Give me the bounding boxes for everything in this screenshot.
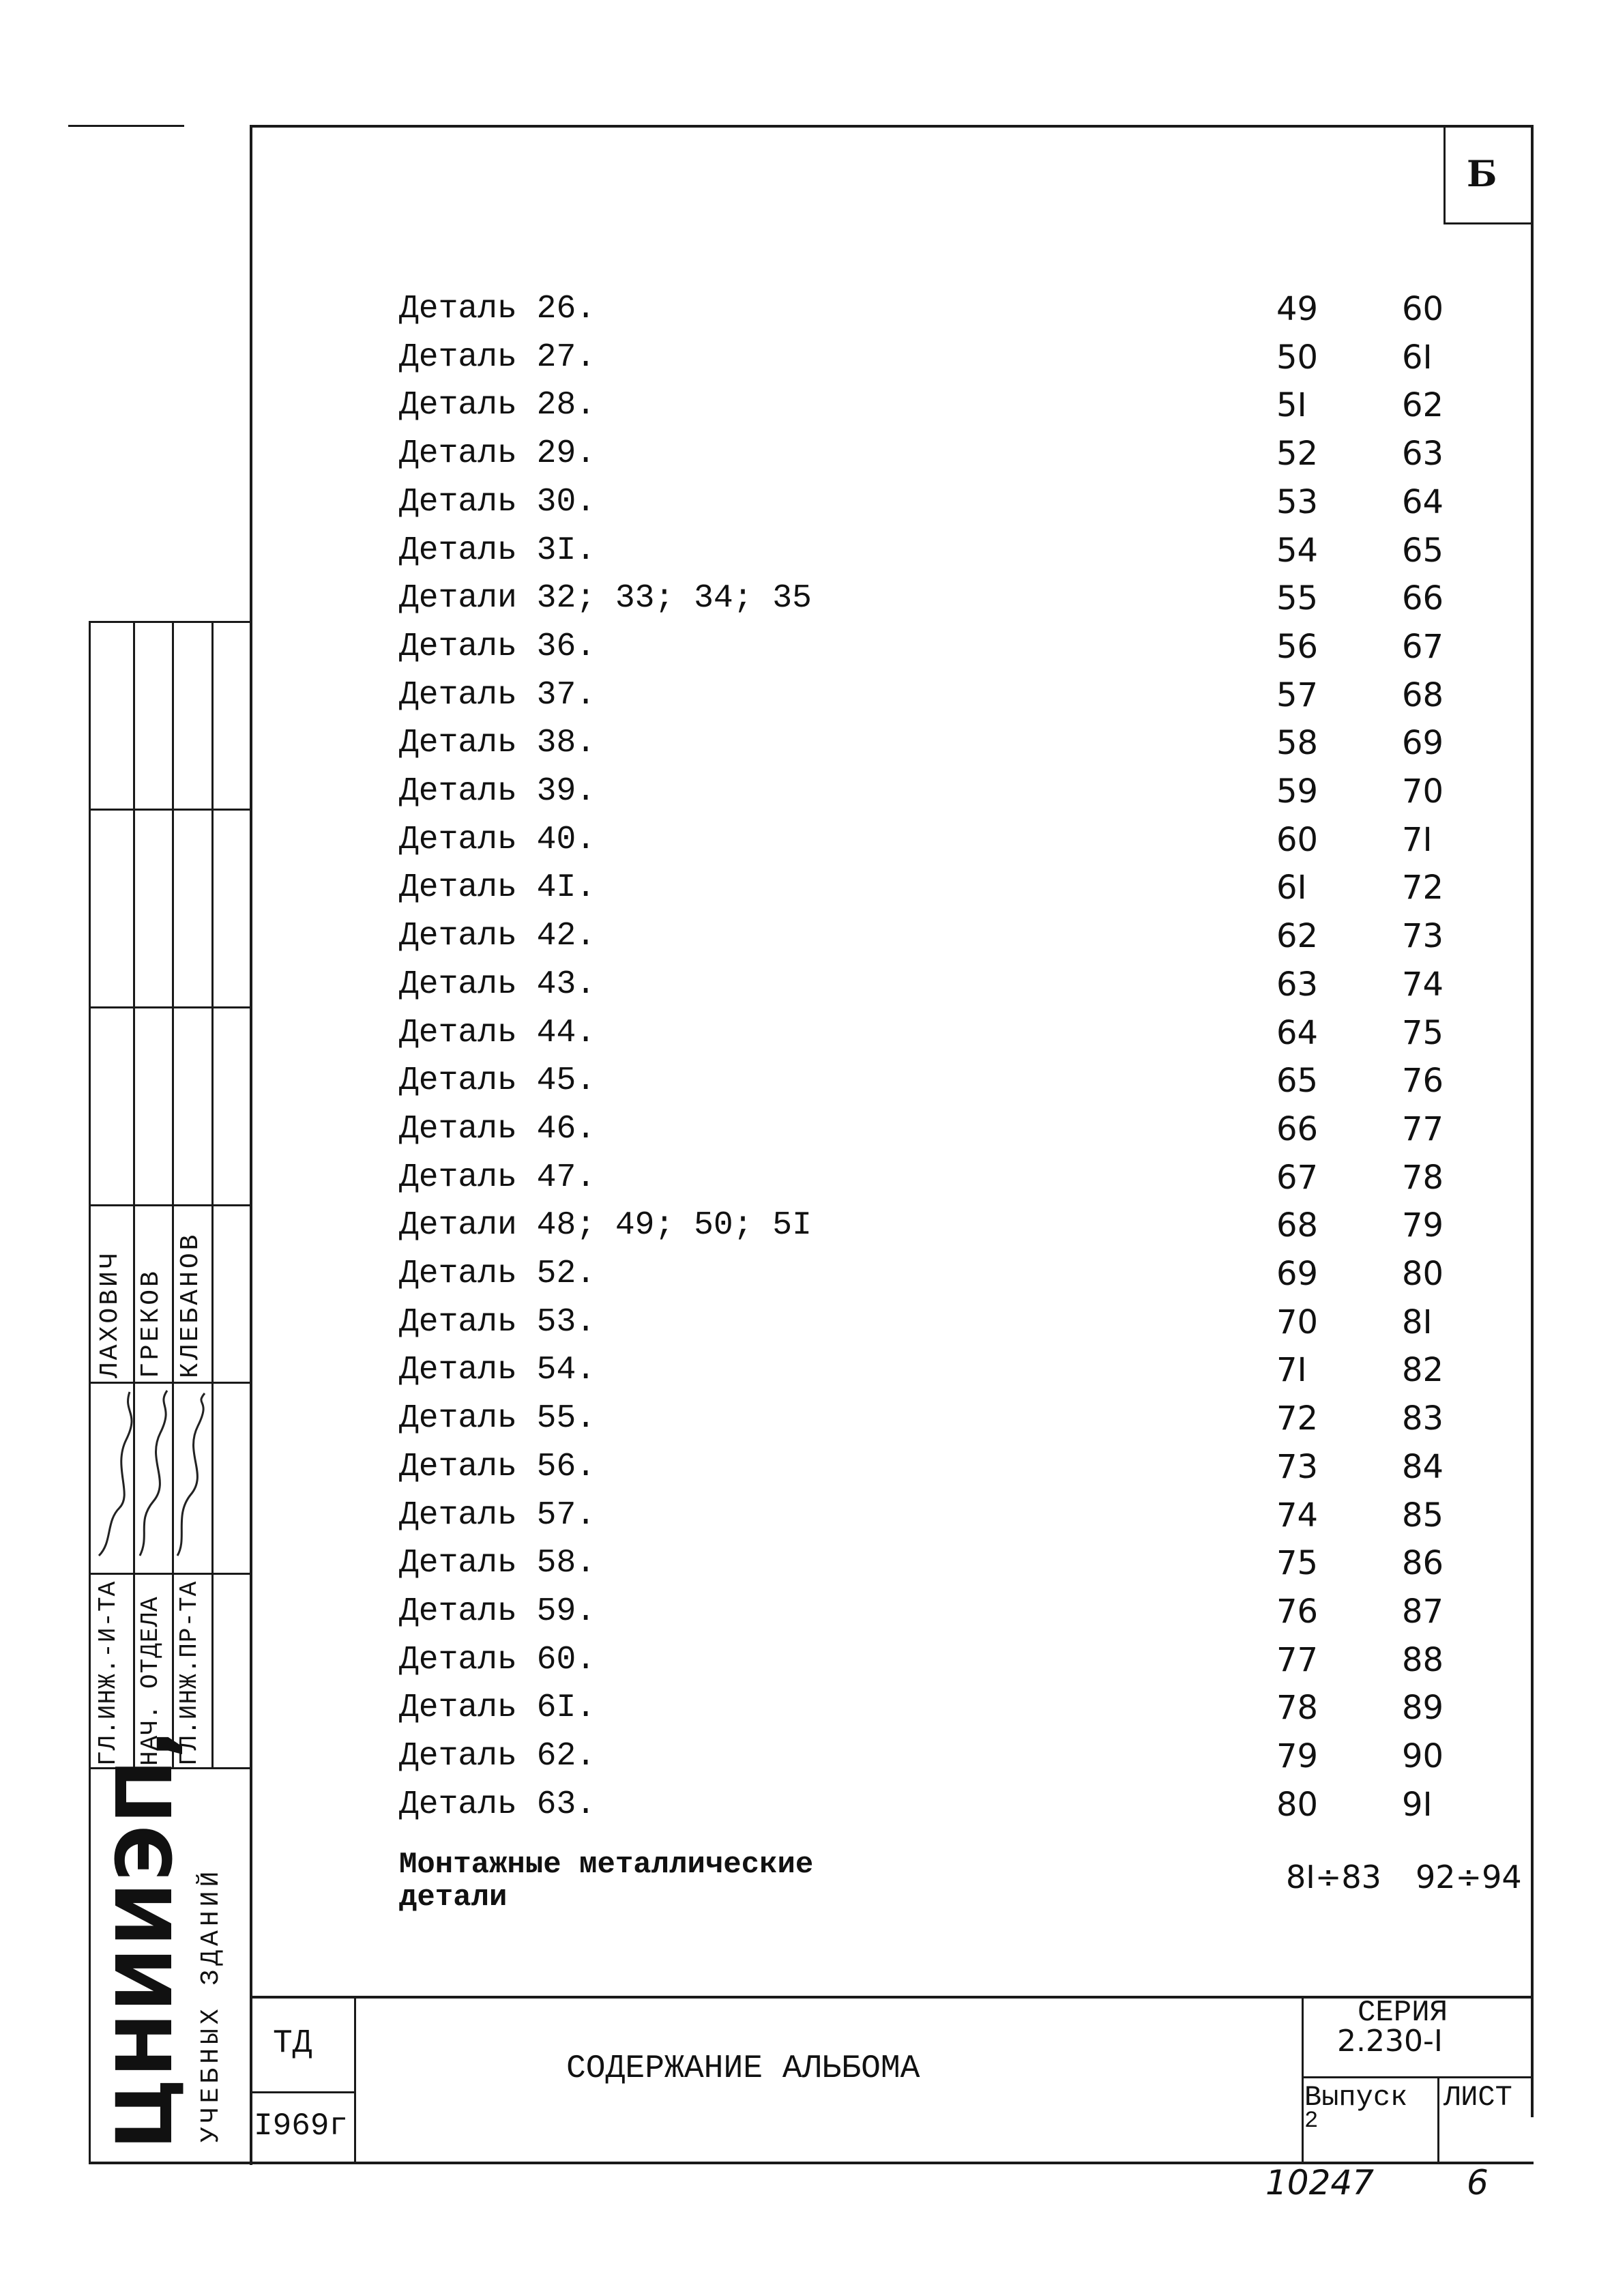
toc-entry-page1: 68 <box>1276 1206 1319 1245</box>
toc-entry <box>399 1443 1612 1491</box>
toc-entry-label: Деталь 39. <box>399 773 596 810</box>
toc-entry-label: Детали 32; 33; 34; 35 <box>399 580 812 617</box>
stamp-top <box>89 621 251 623</box>
stamp-signatures <box>92 1385 211 1569</box>
toc-entry-page1: 69 <box>1276 1255 1319 1293</box>
toc-entry-label: Деталь 59. <box>399 1593 596 1630</box>
toc-entry <box>399 864 1612 912</box>
title-block-right-divider <box>1302 1996 1304 2163</box>
title-block-series-divider <box>1302 2076 1532 2078</box>
toc-entry-page2: 66 <box>1402 579 1444 618</box>
toc-entry-page1: 73 <box>1276 1447 1319 1486</box>
issue-value: 2 <box>1304 2108 1319 2134</box>
toc-entry-label: Деталь 37. <box>399 676 596 714</box>
toc-entry-page2: 76 <box>1402 1062 1444 1101</box>
toc-entry-page1: 79 <box>1276 1737 1319 1775</box>
toc-entry-page2: 87 <box>1402 1592 1444 1631</box>
toc-entry <box>399 719 1612 767</box>
toc-entry-page1: 80 <box>1276 1785 1319 1824</box>
stamp-role-3: ГЛ.ИНЖ.ПР-ТА <box>175 1580 203 1766</box>
toc-entry-label: Детали 48; 49; 50; 5I <box>399 1207 812 1245</box>
toc-entry <box>399 1154 1612 1202</box>
toc-entry <box>399 1588 1612 1636</box>
toc-entry-page1: 66 <box>1276 1109 1319 1148</box>
toc-entry <box>399 912 1612 960</box>
toc-entry-page1: 62 <box>1276 917 1319 956</box>
toc-entry-page2: 69 <box>1402 724 1444 763</box>
toc-entry-page1: 64 <box>1276 1013 1319 1052</box>
toc-entry <box>399 1057 1612 1105</box>
toc-entry-page2: 60 <box>1402 290 1444 328</box>
toc-entry-page2: 70 <box>1402 772 1444 811</box>
toc-entry-page1: 63 <box>1276 965 1319 1004</box>
toc-entry-page2: 72 <box>1402 869 1444 907</box>
toc-entry-page2: 77 <box>1402 1109 1444 1148</box>
toc-entry-page2: 67 <box>1402 627 1444 666</box>
toc-entry-page1: 56 <box>1276 627 1319 666</box>
doc-title: СОДЕРЖАНИЕ АЛЬБОМА <box>566 2050 920 2087</box>
toc-entry-label: Деталь 44. <box>399 1014 596 1051</box>
stamp-org-sub: УЧЕБНЫХ ЗДАНИЙ <box>196 1867 226 2142</box>
toc-entry-page2: 85 <box>1402 1496 1444 1535</box>
toc-entry <box>399 1492 1612 1539</box>
sheet-mark-box-bottom <box>1444 222 1532 224</box>
toc-entry-label: Деталь 54. <box>399 1352 596 1389</box>
toc-entry-page2: 92÷94 <box>1416 1859 1522 1895</box>
toc-entry-page2: 86 <box>1402 1544 1444 1583</box>
toc-entry <box>399 1395 1612 1442</box>
stamp-row1 <box>89 809 251 811</box>
toc-entry-page2: 79 <box>1402 1206 1444 1245</box>
sheet-mark-box-left <box>1444 125 1446 224</box>
toc-entry-label: Деталь 42. <box>399 918 596 955</box>
stamp-org: ЦНИИЭП, <box>101 1728 190 2149</box>
toc-entry-label: Деталь 62. <box>399 1738 596 1775</box>
toc-entry-page1: 59 <box>1276 772 1319 811</box>
toc-entry-label: Деталь 38. <box>399 725 596 762</box>
toc-entry-page1: 70 <box>1276 1303 1319 1341</box>
toc-entry-label: Деталь 53. <box>399 1303 596 1341</box>
toc-entry-page2: 6I <box>1402 338 1433 377</box>
title-block-top <box>250 1996 1532 1999</box>
toc-entry <box>399 1298 1612 1346</box>
toc-entry-label: Деталь 4I. <box>399 869 596 907</box>
toc-entry-label: Деталь 3I. <box>399 532 596 569</box>
toc-entry-page2: 8I <box>1402 1303 1433 1341</box>
toc-entry <box>399 816 1612 864</box>
toc-entry-label: Деталь 56. <box>399 1448 596 1485</box>
toc-entry-page2: 63 <box>1402 435 1444 474</box>
toc-entry-label: Деталь 30. <box>399 483 596 521</box>
toc-entry-page2: 83 <box>1402 1399 1444 1438</box>
issue-label: Выпуск <box>1304 2081 1408 2114</box>
toc-entry-page1: 60 <box>1276 820 1319 859</box>
stamp-row5 <box>89 1573 251 1575</box>
margin-stroke <box>68 125 184 127</box>
toc-entry-page2: 64 <box>1402 482 1444 521</box>
toc-entry-page2: 80 <box>1402 1255 1444 1293</box>
toc-entry <box>399 381 1612 429</box>
sheet-number: 6 <box>1467 2163 1489 2203</box>
toc-entry-page2: 82 <box>1402 1351 1444 1390</box>
stamp-col2 <box>172 621 174 1767</box>
toc-entry-page2: 88 <box>1402 1640 1444 1679</box>
toc-entry <box>399 527 1612 575</box>
toc-entry-page2: 68 <box>1402 675 1444 714</box>
toc-entry <box>399 1684 1612 1732</box>
toc-entry-page1: 52 <box>1276 435 1319 474</box>
toc-entry-page2: 75 <box>1402 1013 1444 1052</box>
toc-entry-label-line2: детали <box>399 1880 508 1915</box>
toc-entry <box>399 1105 1612 1153</box>
series-value: 2.230-I <box>1337 2024 1443 2059</box>
toc-entry-label: Деталь 45. <box>399 1062 596 1100</box>
toc-entry-page1: 6I <box>1276 869 1307 907</box>
toc-entry <box>399 430 1612 478</box>
toc-entry-label: Деталь 26. <box>399 291 596 328</box>
stamp-name-3: КЛЕБАНОВ <box>176 1232 205 1378</box>
toc-entry <box>399 1636 1612 1684</box>
frame-top <box>250 125 1532 128</box>
sheet-label: ЛИСТ <box>1444 2081 1512 2114</box>
toc-entry-label: Деталь 36. <box>399 628 596 665</box>
toc-entry-mounting <box>399 1848 1532 1923</box>
toc-entry <box>399 334 1612 381</box>
toc-entry <box>399 1009 1612 1057</box>
toc-entry-page1: 78 <box>1276 1689 1319 1728</box>
title-block-code-divider <box>250 2091 355 2093</box>
toc-entry-label: Деталь 29. <box>399 435 596 473</box>
toc-entry-label: Деталь 46. <box>399 1110 596 1148</box>
title-block-left-divider <box>354 1996 356 2163</box>
toc-entry-page1: 67 <box>1276 1158 1319 1197</box>
toc-entry-label: Деталь 52. <box>399 1255 596 1292</box>
toc-entry-label: Деталь 43. <box>399 965 596 1003</box>
toc-entry <box>399 1250 1612 1298</box>
toc-entry <box>399 1781 1612 1829</box>
toc-entry-page2: 62 <box>1402 386 1444 425</box>
toc-entry <box>399 671 1612 719</box>
toc-entry-page1: 49 <box>1276 290 1319 328</box>
stamp-row3 <box>89 1204 251 1206</box>
toc-entry-page1: 57 <box>1276 675 1319 714</box>
toc-entry-label: Деталь 28. <box>399 387 596 424</box>
stamp-col3 <box>211 621 214 1767</box>
sheet-mark: Б <box>1467 154 1497 195</box>
toc-entry-label: Деталь 40. <box>399 821 596 858</box>
toc-entry-page2: 74 <box>1402 965 1444 1004</box>
doc-code: ТД <box>273 2025 312 2062</box>
toc-entry-page2: 65 <box>1402 531 1444 570</box>
toc-entry-page1: 65 <box>1276 1062 1319 1101</box>
toc-entry-page2: 89 <box>1402 1689 1444 1728</box>
toc-entry-page1: 5I <box>1276 386 1307 425</box>
doc-year: I969г <box>254 2108 349 2144</box>
toc-entry-label: Деталь 63. <box>399 1786 596 1823</box>
title-block-sheet-divider <box>1437 2076 1439 2163</box>
toc-entry-page1: 75 <box>1276 1544 1319 1583</box>
toc-entry-page2: 90 <box>1402 1737 1444 1775</box>
toc-entry-page1: 72 <box>1276 1399 1319 1438</box>
toc-entry-label: Деталь 60. <box>399 1641 596 1679</box>
toc-entry <box>399 623 1612 671</box>
toc-entry-page1: 50 <box>1276 338 1319 377</box>
toc-entry-page1: 53 <box>1276 482 1319 521</box>
stamp-name-1: ЛАХОВИЧ <box>96 1250 125 1378</box>
toc-entry-page1: 54 <box>1276 531 1319 570</box>
stamp-name-2: ГРЕКОВ <box>136 1268 166 1378</box>
stamp-row2 <box>89 1006 251 1008</box>
toc-entry-label-line1: Монтажные металлические <box>399 1848 814 1882</box>
series-label: СЕРИЯ <box>1358 1996 1448 2030</box>
toc-entry <box>399 478 1612 526</box>
stamp-row4 <box>89 1382 251 1384</box>
stamp-role-1: ГЛ.ИНЖ.-И-ТА <box>94 1580 122 1766</box>
toc-entry-label: Деталь 58. <box>399 1545 596 1582</box>
toc-entry <box>399 575 1612 622</box>
doc-number: 10247 <box>1265 2163 1375 2203</box>
toc-entry-page2: 73 <box>1402 917 1444 956</box>
toc-entry-page1: 58 <box>1276 724 1319 763</box>
toc-entry-page2: 84 <box>1402 1447 1444 1486</box>
stamp-left <box>89 621 91 2163</box>
toc-entry-page1: 8I÷83 <box>1286 1859 1381 1895</box>
toc-entry-label: Деталь 6I. <box>399 1689 596 1727</box>
toc-entry-page1: 7I <box>1276 1351 1307 1390</box>
toc-entry <box>399 1202 1612 1249</box>
toc-entry-page1: 55 <box>1276 579 1319 618</box>
toc-entry <box>399 961 1612 1008</box>
toc-entry <box>399 285 1612 333</box>
toc-entry-page1: 77 <box>1276 1640 1319 1679</box>
stamp-col1 <box>133 621 135 1767</box>
toc-entry <box>399 1732 1612 1780</box>
toc <box>399 285 1532 1923</box>
toc-entry-page2: 78 <box>1402 1158 1444 1197</box>
toc-entry-label: Деталь 27. <box>399 338 596 376</box>
toc-entry-page1: 76 <box>1276 1592 1319 1631</box>
toc-entry-page2: 9I <box>1402 1785 1433 1824</box>
toc-entry-page2: 7I <box>1402 820 1433 859</box>
toc-entry <box>399 1539 1612 1587</box>
toc-entry-label: Деталь 55. <box>399 1400 596 1438</box>
toc-entry-label: Деталь 47. <box>399 1159 596 1196</box>
frame-left <box>250 125 252 2165</box>
toc-entry-label: Деталь 57. <box>399 1496 596 1534</box>
stamp-role-2: НАЧ. ОТДЕЛА <box>136 1596 164 1766</box>
toc-entry-page1: 74 <box>1276 1496 1319 1535</box>
toc-entry <box>399 1346 1612 1394</box>
toc-entry <box>399 768 1612 815</box>
